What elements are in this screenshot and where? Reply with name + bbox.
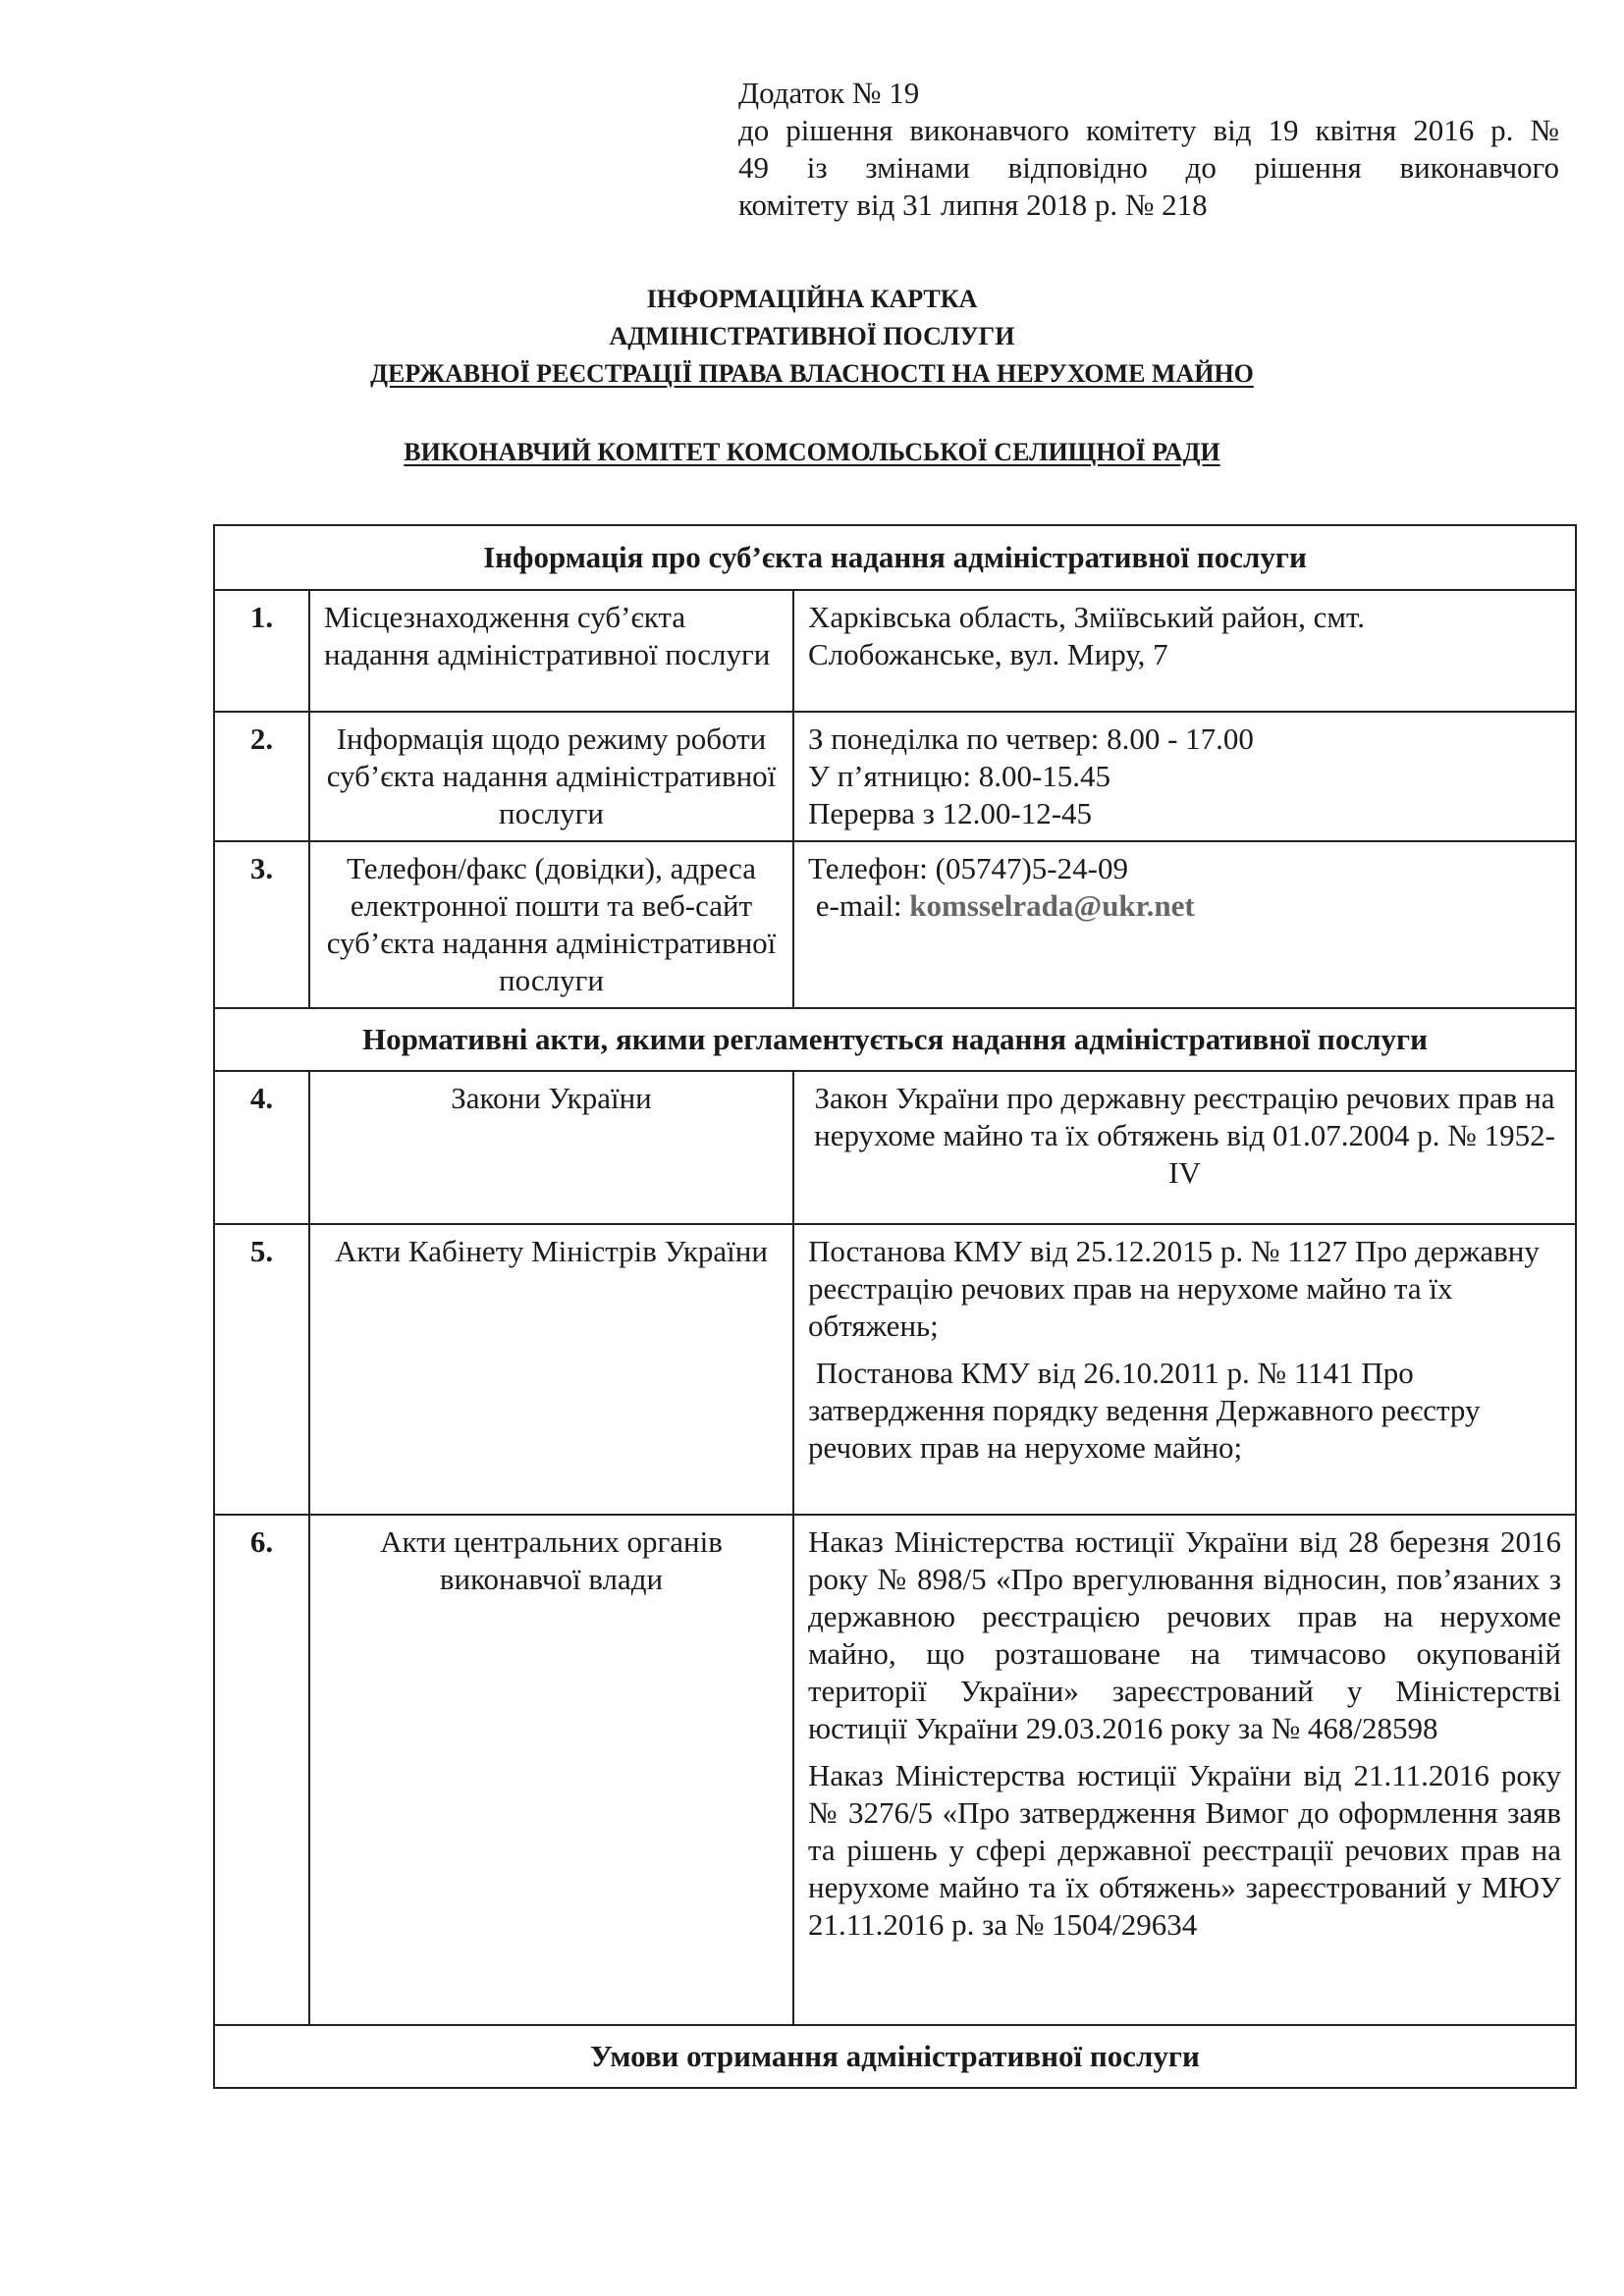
schedule-friday: У п’ятницю: 8.00-15.45 [808,759,1111,793]
row-number: 5. [214,1224,309,1515]
title-service: АДМІНІСТРАТИВНОЇ ПОСЛУГИ [609,322,1015,350]
row-value [793,1224,1576,1515]
row-value [793,841,1576,1008]
email-line [808,887,1561,925]
row-value [793,1515,1576,2025]
info-card-table [213,524,1577,2089]
title-card: ІНФОРМАЦІЙНА КАРТКА [646,285,978,313]
section-header-conditions: Умови отримання адміністративної послуги [214,2025,1576,2088]
row-number: 4. [214,1071,309,1224]
section-row [214,1008,1576,1071]
row-value [793,590,1576,712]
section-row [214,2025,1576,2088]
section-row [214,525,1576,590]
row-name: Місцезнаходження суб’єкта надання адміністративної послуги [309,590,793,712]
schedule-weekdays: З понеділка по четвер: 8.00 - 17.00 [808,721,1254,756]
appendix-decision-line: до рішення виконавчого комітету від 19 квітня 2016 р. № [738,113,1559,147]
resolution-1127: Постанова КМУ від 25.12.2015 р. № 1127 Про державну реєстрацію речових прав на нерухоме майно та їх обтяжень; [808,1234,1540,1343]
row-name: Інформація щодо режиму роботи суб’єкта надання адміністративної послуги [309,712,793,841]
law-text: Закон України про державну реєстрацію речових прав на нерухоме майно та їх обтяжень від 01.07.2004 р. № 1952-IV [814,1081,1555,1190]
appendix-note [738,75,1559,224]
order-3276-5: Наказ Міністерства юстиції України від 21.11.2016 року № 3276/5 «Про затвердження Вимог до оформлення заяв та рішень у сфері державної реєстрації речових прав на нерухоме майно та їх обтяжень» зареєстрований у МЮУ 21.11.2016 р. за № 1504/29634 [808,1758,1561,1942]
email-link[interactable]: komsselrada@ukr.net [909,888,1195,923]
appendix-amendment-line: 49 із змінами відповідно до рішення виконавчого [738,150,1559,185]
row-value [793,1071,1576,1224]
email-label: e-mail: [808,888,910,923]
table-row [214,1515,1576,2025]
row-number: 2. [214,712,309,841]
row-number: 3. [214,841,309,1008]
table-row [214,1224,1576,1515]
row-number: 6. [214,1515,309,2025]
phone-text: Телефон: (05747)5-24-09 [808,851,1128,885]
row-name: Телефон/факс (довідки), адреса електронної пошти та веб-сайт суб’єкта надання адміністративної послуги [309,841,793,1008]
section-header-acts: Нормативні акти, якими регламентується надання адміністративної послуги [214,1008,1576,1071]
address-text: Харківська область, Зміївський район, смт. Слобожанське, вул. Миру, 7 [808,600,1365,671]
title-service-name: ДЕРЖАВНОЇ РЕЄСТРАЦІЇ ПРАВА ВЛАСНОСТІ НА НЕРУХОМЕ МАЙНО [370,359,1254,388]
resolution-1141: Постанова КМУ від 26.10.2011 р. № 1141 Про затвердження порядку ведення Державного реєстру речових прав на нерухоме майно; [808,1356,1489,1465]
row-name: Акти Кабінету Міністрів України [309,1224,793,1515]
row-value [793,712,1576,841]
order-898-5: Наказ Міністерства юстиції України від 28 березня 2016 року № 898/5 «Про врегулювання відносин, пов’язаних з державною реєстрацією речових прав на нерухоме майно, що розташоване на тимчасово окупованій території України» зареєстрований у Міністерстві юстиції України 29.03.2016 року за № 468/28598 [808,1524,1561,1745]
row-name: Закони України [309,1071,793,1224]
table-row [214,1071,1576,1224]
section-header-subject: Інформація про суб’єкта надання адміністративної послуги [214,525,1576,590]
schedule-break: Перерва з 12.00-12-45 [808,796,1093,830]
table-row [214,590,1576,712]
title-authority: ВИКОНАВЧИЙ КОМІТЕТ КОМСОМОЛЬСЬКОЇ СЕЛИЩНОЇ РАДИ [404,438,1220,466]
appendix-number: Додаток № 19 [738,76,920,110]
table-row [214,712,1576,841]
appendix-date-line: комітету від 31 липня 2018 р. № 218 [738,187,1208,222]
table-row [214,841,1576,1008]
row-name: Акти центральних органів виконавчої влади [309,1515,793,2025]
row-number: 1. [214,590,309,712]
